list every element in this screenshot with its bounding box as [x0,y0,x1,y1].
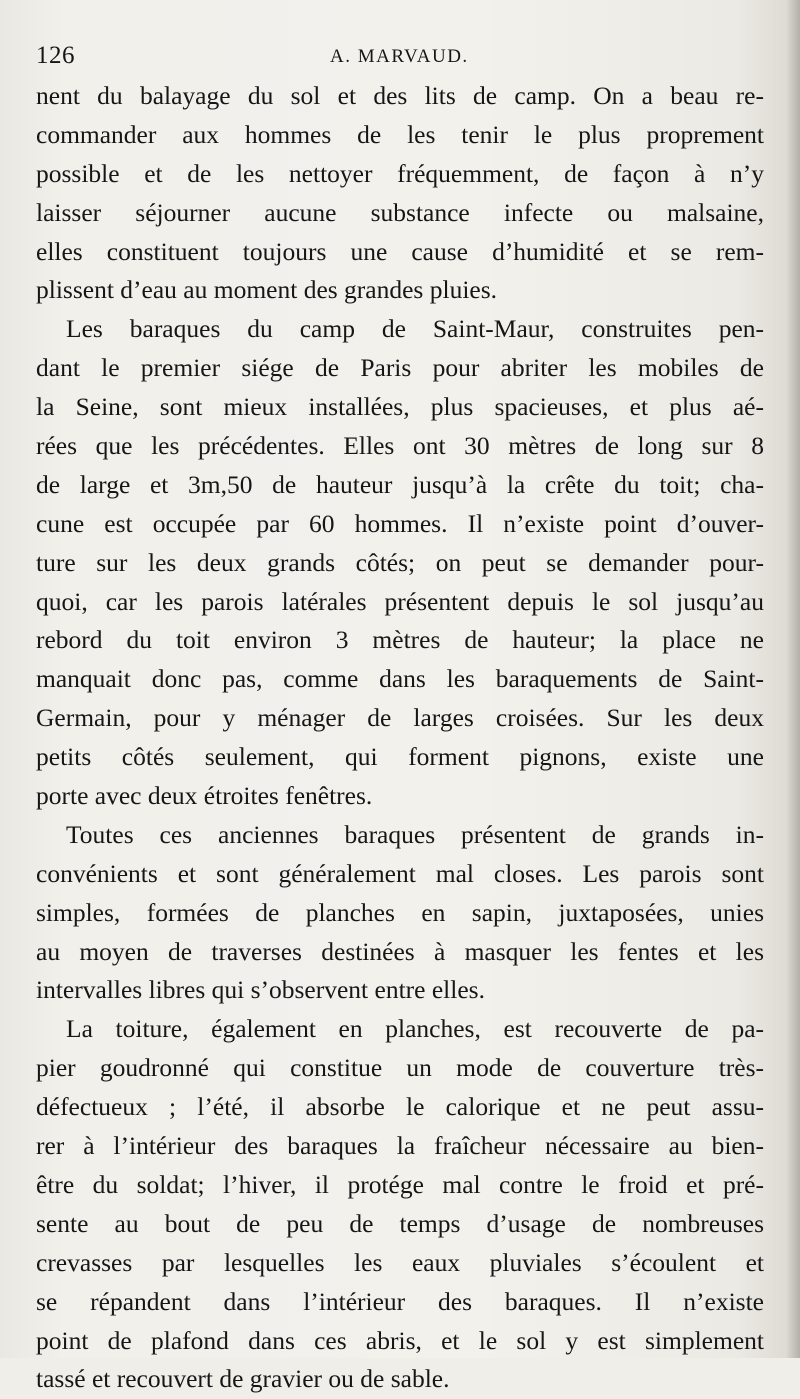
text-line: plissent d’eau au moment des grandes pluies. [36,275,498,305]
text-line: sente au bout de peu de temps d’usage de nombreuses [36,1208,764,1238]
text-line: manquait donc pas, comme dans les baraquements de Saint- [36,664,764,694]
page-header [36,40,766,74]
text-line: porte avec deux étroites fenêtres. [36,781,373,811]
text-line: tassé et recouvert de gravier ou de sable. [36,1364,450,1394]
text-line: de large et 3m,50 de hauteur jusqu’à la crête du toit; cha- [36,469,764,499]
paragraph-1 [36,77,764,310]
paragraph-2 [36,310,764,816]
paragraph-4 [36,1010,764,1399]
text-line: commander aux hommes de les tenir le plus proprement [36,119,764,149]
text-line: crevasses par lesquelles les eaux pluviales s’écoulent et [36,1247,764,1277]
text-line: rebord du toit environ 3 mètres de hauteur; la place ne [36,625,764,655]
text-line: être du soldat; l’hiver, il protége mal contre le froid et pré- [36,1169,764,1199]
text-line: convénients et sont généralement mal closes. Les parois sont [36,858,764,888]
text-line: La toiture, également en planches, est recouverte de pa- [66,1014,764,1044]
text-body [36,77,764,1399]
text-line: elles constituent toujours une cause d’humidité et se rem- [36,236,764,266]
text-line: la Seine, sont mieux installées, plus spacieuses, et plus aé- [36,392,764,422]
text-line: défectueux ; l’été, il absorbe le calorique et ne peut assu- [36,1092,764,1122]
text-line: rées que les précédentes. Elles ont 30 mètres de long sur 8 [36,431,764,461]
page-edge-shadow [786,0,800,1358]
page-number: 126 [36,42,75,69]
text-line: se répandent dans l’intérieur des baraques. Il n’existe [36,1286,764,1316]
text-line: cune est occupée par 60 hommes. Il n’existe point d’ouver- [36,508,764,538]
text-line: ture sur les deux grands côtés; on peut se demander pour- [36,547,764,577]
text-line: petits côtés seulement, qui forment pignons, existe une [36,742,764,772]
text-line: rer à l’intérieur des baraques la fraîcheur nécessaire au bien- [36,1131,764,1161]
text-line: Les baraques du camp de Saint-Maur, construites pen- [66,314,764,344]
text-line: dant le premier siége de Paris pour abriter les mobiles de [36,353,764,383]
text-line: pier goudronné qui constitue un mode de couverture très- [36,1053,764,1083]
text-line: possible et de les nettoyer fréquemment, de façon à n’y [36,158,764,188]
paragraph-3 [36,816,764,1010]
text-line: Germain, pour y ménager de larges croisées. Sur les deux [36,703,764,733]
text-line: Toutes ces anciennes baraques présentent de grands in- [66,819,764,849]
running-head: A. MARVAUD. [330,46,469,67]
text-line: au moyen de traverses destinées à masquer les fentes et les [36,936,764,966]
text-line: laisser séjourner aucune substance infecte ou malsaine, [36,197,764,227]
text-line: nent du balayage du sol et des lits de camp. On a beau re- [36,81,764,110]
text-line: intervalles libres qui s’observent entre elles. [36,975,485,1005]
text-line: point de plafond dans ces abris, et le sol y est simplement [36,1325,764,1355]
text-line: quoi, car les parois latérales présentent depuis le sol jusqu’au [36,586,764,616]
text-line: simples, formées de planches en sapin, juxtaposées, unies [36,897,764,927]
